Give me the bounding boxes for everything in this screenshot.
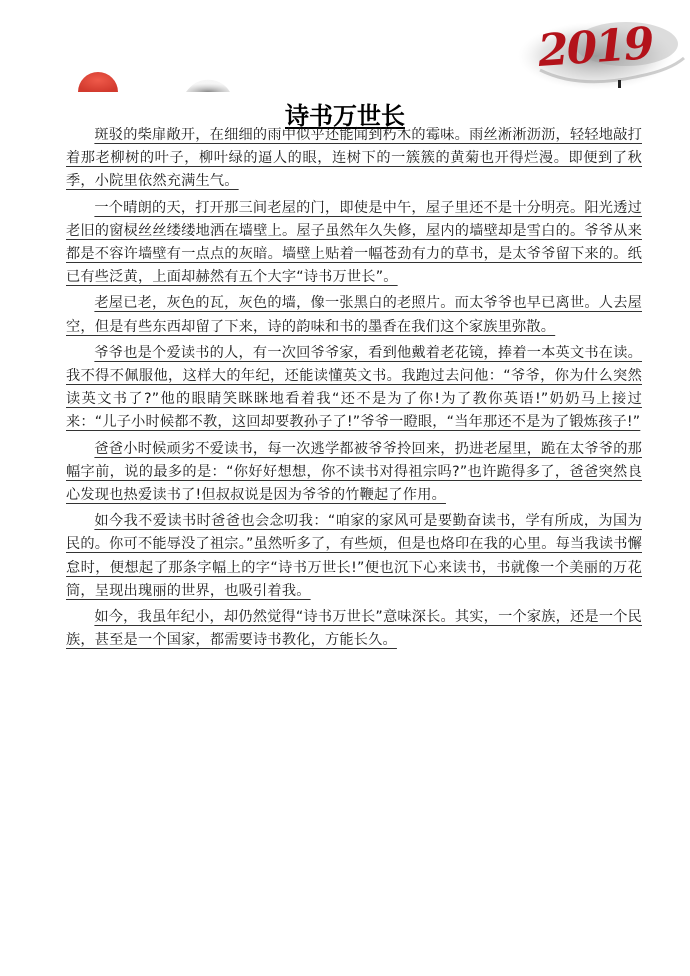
paragraph: 如今，我虽年纪小，却仍然觉得“诗书万世长”意味深长。其实，一个家族，还是一个民族，甚至是一个国家，都需要诗书教化，方能长久。 <box>66 609 642 649</box>
red-sun-icon <box>78 72 118 92</box>
year-badge: 2019 <box>536 18 655 77</box>
ink-mark-icon <box>618 80 621 88</box>
paragraph: 老屋已老，灰色的瓦，灰色的墙，像一张黑白的老照片。而太爷爷也早已离世。人去屋空，但是有些东西却留了下来，诗的韵味和书的墨香在我们这个家族里弥散。 <box>66 295 642 335</box>
ink-hill-icon <box>186 80 230 92</box>
article-body <box>66 124 642 655</box>
paragraph: 如今我不爱读书时爸爸也会念叨我：“咱家的家风可是要勤奋读书，学有所成，为国为民的。你可不能辱没了祖宗。”虽然听多了，有些烦，但是也烙印在我的心里。每当我读书懈怠时，便想起了那条字幅上的字“诗书万世长!”便也沉下心来读书，书就像一个美丽的万花筒，呈现出瑰丽的世界，也吸引着我。 <box>66 513 642 599</box>
paragraph: 爸爸小时候顽劣不爱读书，每一次逃学都被爷爷拎回来，扔进老屋里，跪在太爷爷的那幅字前，说的最多的是：“你好好想想，你不读书对得祖宗吗?”也许跪得多了，爸爸突然良心发现也热爱读书了!但叔叔说是因为爷爷的竹鞭起了作用。 <box>66 440 642 504</box>
paragraph: 斑驳的柴扉敞开，在细细的雨中似乎还能闻到朽木的霉味。雨丝淅淅沥沥，轻轻地敲打着那老柳树的叶子，柳叶绿的逼人的眼，连树下的一簇簇的黄菊也开得烂漫。即便到了秋季，小院里依然充满生气。 <box>66 127 642 190</box>
paragraph: 爷爷也是个爱读书的人，有一次回爷爷家，看到他戴着老花镜，捧着一本英文书在读。我不得不佩服他，这样大的年纪，还能读懂英文书。我跑过去问他：“爷爷，你为什么突然读英文书了?”他的眼睛笑眯眯地看着我“还不是为了你!为了教你英语!”奶奶马上接过来：“儿子小时候都不教，这回却要教孙子了!”爷爷一瞪眼，“当年那还不是为了锻炼孩子!” <box>66 344 642 431</box>
paragraph: 一个晴朗的天，打开那三间老屋的门，即使是中午，屋子里还不是十分明亮。阳光透过老旧的窗棂丝丝缕缕地洒在墙壁上。屋子虽然年久失修，屋内的墙壁却是雪白的。爷爷从来都是不容许墙壁有一点点的灰暗。墙壁上贴着一幅苍劲有力的草书，是太爷爷留下来的。纸已有些泛黄，上面却赫然有五个大字“诗书万世长”。 <box>66 199 642 286</box>
page-title-text: 诗书万世长 <box>285 102 405 130</box>
